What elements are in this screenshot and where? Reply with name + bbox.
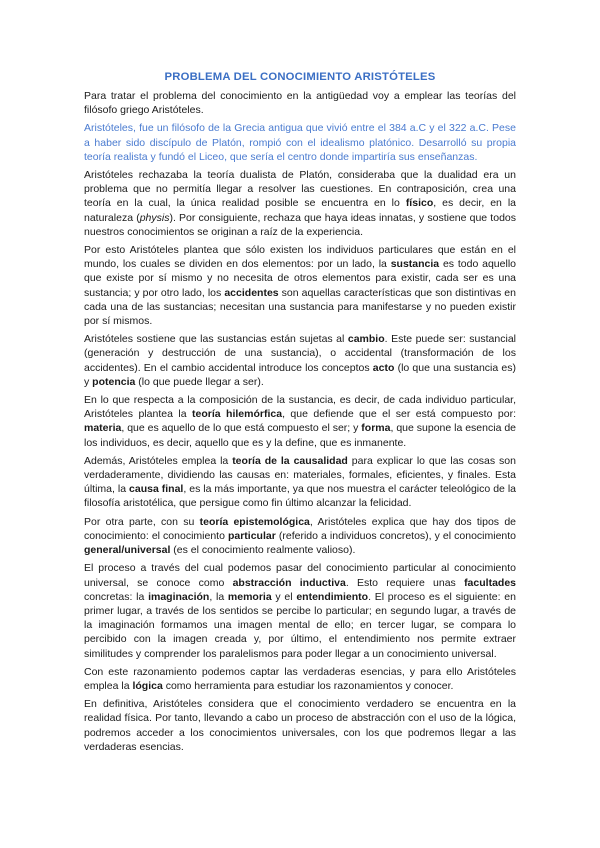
paragraph: [84, 393, 516, 450]
bold-term: facultades: [464, 576, 516, 589]
paragraph: [84, 697, 516, 754]
text-run: ). Por consiguiente, rechaza que haya ideas innatas, y sostiene que todos nuestros conocimientos se originan a raíz de la experiencia.: [84, 211, 516, 238]
bold-term: imaginación: [148, 590, 210, 603]
bold-term: teoría de la causalidad: [232, 454, 348, 467]
text-run: . Esto requiere unas: [345, 576, 465, 589]
text-run: , es la más importante, ya que nos muestra el carácter teleológico de la filosofía aristotélica, que persigue como fin último alcanzar la felicidad.: [84, 483, 517, 510]
text-run: es todo aquello que existe por sí mismo y no necesita de otros elementos para existir, cada ser es una sustancia; y por otro lado, los: [84, 258, 516, 299]
text-run: Por esto Aristóteles plantea que sólo existen los individuos particulares que están en el mundo, los cuales se dividen en dos elementos: por un lado, la: [84, 244, 516, 271]
text-run: , Aristóteles explica que hay dos tipos de conocimiento: el conocimiento: [84, 515, 517, 542]
text-run: , que supone la esencia de los individuos, es decir, aquello que es y la define, que es inmanente.: [84, 422, 517, 449]
text-run: concretas: la: [84, 590, 149, 603]
paragraph: [84, 665, 516, 693]
text-run: como herramienta para estudiar los razonamientos y conocer.: [162, 679, 454, 692]
text-run: . Este puede ser: sustancial (generación y destrucción de una sustancia), o accidental (transformación de los accidentes). En el cambio accidental introduce los conceptos: [84, 333, 516, 374]
bold-term: teoría hilemórfica: [192, 408, 283, 421]
text-run: son aquellas características que son distintivas en cada una de las sustancias; necesitan una sustancia para manifestarse y no pueden existir por sí mismos.: [84, 286, 516, 328]
paragraph: [84, 515, 516, 558]
bold-term: particular: [227, 529, 276, 542]
bold-term: materia: [84, 422, 122, 435]
italic-term: physis: [139, 211, 170, 224]
text-run: Aristóteles, fue un filósofo de la Grecia antigua que vivió entre el 384 a.C y el 322 a.C. Pese a haber sido discípulo de Platón, rompió con el idealismo platónico. Desarrolló su propia teoría realista y fundó el Liceo, que sería el centro donde impartiría sus enseñanzas.: [84, 122, 516, 163]
paragraph: [84, 332, 516, 389]
text-run: , que es aquello de lo que está compuesto el ser; y: [121, 422, 362, 435]
text-run: Para tratar el problema del conocimiento en la antigüedad voy a emplear las teorías del filósofo griego Aristóteles.: [84, 90, 516, 117]
text-run: (lo que puede llegar a ser).: [135, 375, 264, 388]
text-run: El proceso a través del cual podemos pasar del conocimiento particular al conocimiento universal, se conoce como: [84, 562, 516, 589]
text-run: , es decir, en la naturaleza (: [84, 197, 516, 224]
bold-term: general/universal: [84, 544, 171, 557]
text-run: , que defiende que el ser está compuesto por:: [282, 408, 516, 421]
text-run: (referido a individuos concretos), y el conocimiento: [275, 529, 517, 542]
text-run: y el: [271, 590, 297, 603]
paragraph: [84, 243, 516, 328]
bold-term: abstracción inductiva: [232, 576, 346, 589]
bold-term: forma: [361, 422, 391, 435]
document-body: [84, 89, 516, 754]
paragraph: [84, 89, 516, 117]
bold-term: entendimiento: [296, 590, 369, 603]
bold-term: teoría epistemológica: [199, 515, 310, 528]
bold-term: potencia: [92, 375, 136, 388]
bold-term: memoria: [227, 590, 272, 603]
paragraph: [84, 454, 516, 511]
bold-term: cambio: [347, 333, 385, 346]
bold-term: causa final: [129, 483, 184, 496]
text-run: Además, Aristóteles emplea la: [84, 454, 233, 467]
text-run: Aristóteles sostiene que las sustancias están sujetas al: [84, 333, 348, 346]
bold-term: acto: [372, 361, 395, 374]
text-run: En definitiva, Aristóteles considera que el conocimiento verdadero se encuentra en la realidad física. Por tanto, llevando a cabo un proceso de abstracción con el uso de la lógica, podremos acceder a los conocimientos universales, con los que podremos llegar a las verdaderas esencias.: [84, 698, 516, 753]
text-run: . El proceso es el siguiente: en primer lugar, a través de los sentidos se percibe lo particular; en segundo lugar, a través de la imaginación formamos una imagen mental de ello; en tercer lugar, se compara lo percibido con la imagen creada y, por último, el entendimiento nos permite extraer similitudes y comprender los paralelismos para poder llegar a un conocimiento universal.: [84, 590, 516, 660]
bold-term: accidentes: [224, 286, 279, 299]
text-run: (es el conocimiento realmente valioso).: [170, 544, 356, 557]
bold-term: lógica: [132, 679, 163, 692]
paragraph: [84, 121, 516, 164]
text-run: Con este razonamiento podemos captar las verdaderas esencias, y para ello Aristóteles emplea la: [84, 665, 516, 692]
text-run: Aristóteles rechazaba la teoría dualista de Platón, consideraba que la dualidad era un problema que no permitía llegar a resolver las cuestiones. En contraposición, crea una teoría en la cual, la única realidad posible se encuentra en lo: [84, 169, 516, 210]
paragraph: [84, 561, 516, 660]
paragraph: [84, 168, 516, 239]
document-title: PROBLEMA DEL CONOCIMIENTO ARISTÓTELES: [164, 71, 436, 83]
text-run: (lo que una sustancia es) y: [84, 361, 516, 388]
bold-term: sustancia: [390, 258, 440, 271]
text-run: para explicar lo que las cosas son verdaderamente, dividiendo las causas en: materiales, formales, eficientes, y finales. Esta última, la: [84, 454, 516, 496]
bold-term: físico: [405, 197, 434, 210]
text-run: En lo que respecta a la composición de la sustancia, es decir, de cada individuo particular, Aristóteles plantea la: [84, 394, 516, 421]
text-run: Por otra parte, con su: [84, 515, 200, 528]
text-run: , la: [209, 590, 228, 603]
